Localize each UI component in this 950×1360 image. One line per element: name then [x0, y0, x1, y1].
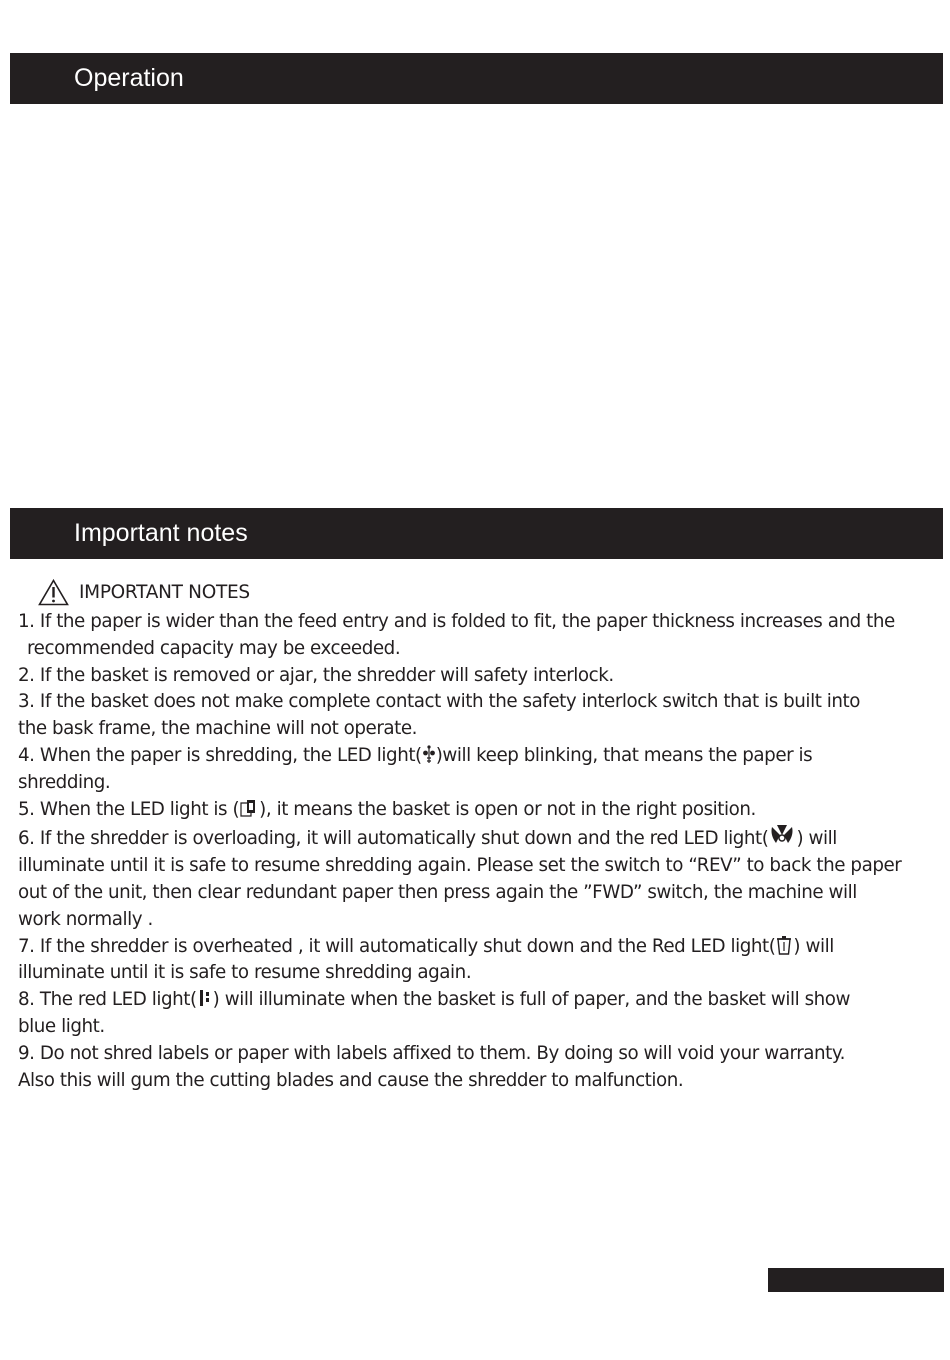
note-line: Also this will gum the cutting blades and cause the shredder to malfunction.: [18, 1069, 684, 1091]
note-line: 5. When the LED light is ( ), it means the basket is open or not in the right position.: [18, 798, 756, 820]
important-notes-list: [18, 609, 948, 1094]
warning-triangle-icon: [38, 579, 69, 606]
note-line: shredding.: [18, 771, 111, 793]
basket-full-icon: [197, 988, 213, 1008]
overload-icon: [768, 823, 796, 847]
important-notes-label: IMPORTANT NOTES: [79, 581, 250, 603]
note-line: 2. If the basket is removed or ajar, the shredder will safety interlock.: [18, 664, 614, 686]
note-line: the bask frame, the machine will not operate.: [18, 718, 418, 740]
note-line: 8. The red LED light( ) will illuminate when the basket is full of paper, and the basket will show: [18, 989, 851, 1011]
page-footer-bar: [768, 1268, 944, 1292]
note-line: illuminate until it is safe to resume shredding again.: [18, 962, 472, 984]
important-notes-section-header: [10, 508, 943, 559]
note-line: 3. If the basket does not make complete contact with the safety interlock switch that is built into: [18, 691, 860, 713]
shredding-icon: [422, 744, 436, 764]
important-notes-title: Important notes: [74, 519, 248, 547]
important-notes-heading: [38, 578, 250, 606]
note-line: work normally .: [18, 908, 153, 930]
note-line: 1. If the paper is wider than the feed entry and is folded to fit, the paper thickness increases and the: [18, 611, 895, 632]
note-line: out of the unit, then clear redundant paper then press again the ”FWD” switch, the machine will: [18, 881, 857, 903]
note-line: 4. When the paper is shredding, the LED light( )will keep blinking, that means the paper is: [18, 744, 813, 766]
note-line: 9. Do not shred labels or paper with labels affixed to them. By doing so will void your warranty.: [18, 1042, 845, 1064]
note-line: 6. If the shredder is overloading, it will automatically shut down and the red LED light( ) will: [18, 823, 948, 853]
note-line: recommended capacity may be exceeded.: [27, 637, 401, 659]
overheat-icon: [775, 935, 793, 955]
basket-open-icon: [239, 798, 259, 818]
operation-title: Operation: [74, 64, 184, 92]
note-line: illuminate until it is safe to resume shredding again. Please set the switch to “REV” to back the paper: [18, 855, 902, 877]
note-line: blue light.: [18, 1015, 105, 1037]
operation-section-header: [10, 53, 943, 104]
note-line: 7. If the shredder is overheated , it will automatically shut down and the Red LED light( ) will: [18, 935, 834, 957]
